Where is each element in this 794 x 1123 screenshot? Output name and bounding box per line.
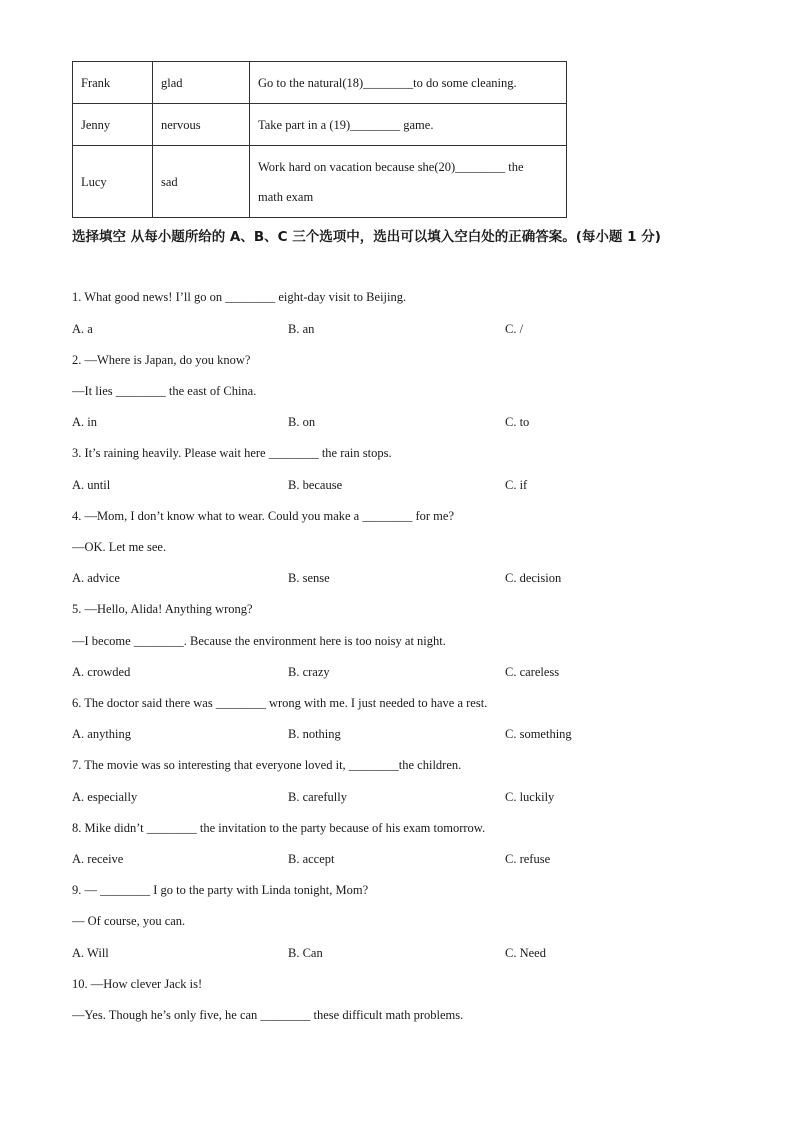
option-a: A. in — [72, 415, 97, 429]
question-text: 7. The movie was so interesting that everyone loved it, ________the children. — [72, 758, 462, 772]
section-heading: 选择填空 从每小题所给的 A、B、C 三个选项中，选出可以填入空白处的正确答案。(每小题 1 分) — [72, 229, 661, 245]
table-row — [73, 62, 567, 104]
option-a: A. until — [72, 478, 111, 492]
option-c: C. if — [505, 478, 528, 492]
table-cell-name: Frank — [73, 62, 153, 104]
question-text: — Of course, you can. — [72, 914, 186, 928]
table-row — [73, 104, 567, 146]
option-c: C. refuse — [505, 852, 551, 866]
activity-line: Work hard on vacation because she(20)________ the — [258, 159, 524, 174]
option-b: B. an — [288, 322, 315, 336]
activity-line: math exam — [258, 189, 314, 204]
option-c: C. luckily — [505, 790, 555, 804]
info-table — [72, 61, 567, 218]
option-c: C. decision — [505, 571, 562, 585]
option-b: B. sense — [288, 571, 330, 585]
table-cell-name: Jenny — [73, 104, 153, 146]
option-a: A. especially — [72, 790, 138, 804]
question-text: 6. The doctor said there was ________ wrong with me. I just needed to have a rest. — [72, 696, 488, 710]
option-b: B. carefully — [288, 790, 348, 804]
table-cell-feeling: nervous — [153, 104, 250, 146]
option-b: B. accept — [288, 852, 335, 866]
question-text: 1. What good news! I’ll go on ________ eight-day visit to Beijing. — [72, 290, 407, 304]
question-text: 2. —Where is Japan, do you know? — [72, 353, 251, 367]
option-c: C. something — [505, 727, 572, 741]
question-text: —I become ________. Because the environment here is too noisy at night. — [72, 634, 446, 648]
option-b: B. on — [288, 415, 316, 429]
option-b: B. Can — [288, 946, 323, 960]
option-c: C. / — [505, 322, 524, 336]
option-a: A. anything — [72, 727, 132, 741]
table-cell-activity: Take part in a (19)________ game. — [250, 104, 567, 146]
option-a: A. Will — [72, 946, 109, 960]
option-c: C. Need — [505, 946, 546, 960]
question-text: —OK. Let me see. — [72, 540, 167, 554]
question-text: 5. —Hello, Alida! Anything wrong? — [72, 602, 253, 616]
option-a: A. a — [72, 322, 93, 336]
table-row — [73, 146, 567, 218]
option-b: B. nothing — [288, 727, 341, 741]
option-b: B. because — [288, 478, 343, 492]
table-cell-activity: Go to the natural(18)________to do some cleaning. — [250, 62, 567, 104]
option-c: C. careless — [505, 665, 560, 679]
question-text: —It lies ________ the east of China. — [72, 384, 257, 398]
table-cell-feeling: glad — [153, 62, 250, 104]
question-text: 10. —How clever Jack is! — [72, 977, 203, 991]
table-cell-name: Lucy — [73, 146, 153, 218]
option-a: A. advice — [72, 571, 120, 585]
option-a: A. receive — [72, 852, 124, 866]
question-text: 9. — ________ I go to the party with Linda tonight, Mom? — [72, 883, 369, 897]
table-cell-feeling: sad — [153, 146, 250, 218]
table-cell-activity — [250, 146, 567, 218]
question-text: 3. It’s raining heavily. Please wait here ________ the rain stops. — [72, 446, 392, 460]
option-c: C. to — [505, 415, 530, 429]
question-text: 4. —Mom, I don’t know what to wear. Could you make a ________ for me? — [72, 509, 455, 523]
question-text: —Yes. Though he’s only five, he can ________ these difficult math problems. — [72, 1008, 464, 1022]
option-b: B. crazy — [288, 665, 330, 679]
option-a: A. crowded — [72, 665, 131, 679]
question-text: 8. Mike didn’t ________ the invitation to the party because of his exam tomorrow. — [72, 821, 486, 835]
